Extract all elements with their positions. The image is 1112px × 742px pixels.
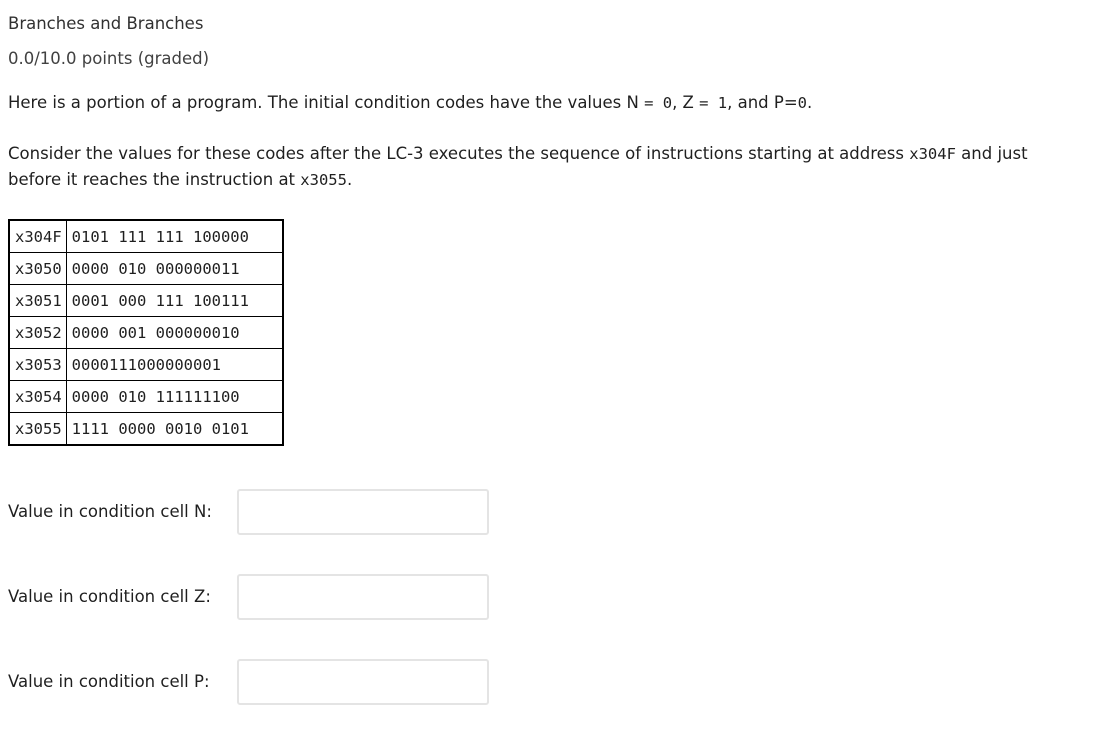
consider-text-2: executes the sequence of instructions starting at address	[423, 144, 910, 163]
intro-text-3: , and P=	[727, 93, 798, 112]
answer-row-n	[8, 489, 498, 535]
instruction-cell: 0000111000000001	[66, 349, 283, 381]
table-row	[9, 285, 283, 317]
address-cell: x304F	[9, 220, 66, 253]
problem-title: Branches and Branches	[8, 14, 204, 33]
instruction-cell: 1111 0000 0010 0101	[66, 413, 283, 446]
answer-input-n[interactable]	[237, 489, 489, 535]
answer-row-p	[8, 659, 498, 705]
intro-paragraph	[8, 90, 812, 116]
address-cell: x3050	[9, 253, 66, 285]
table-row	[9, 253, 283, 285]
address-cell: x3052	[9, 317, 66, 349]
instruction-cell: 0000 010 000000011	[66, 253, 283, 285]
consider-text-1: Consider the values for these codes after the	[8, 144, 387, 163]
consider-text-4: .	[346, 170, 353, 189]
intro-code-p: 0	[797, 94, 808, 112]
table-row	[9, 413, 283, 446]
intro-text-1: Here is a portion of a program. The initial condition codes have the values N	[8, 93, 645, 112]
table-row	[9, 349, 283, 381]
instruction-cell: 0101 111 111 100000	[66, 220, 283, 253]
instruction-cell: 0000 001 000000010	[66, 317, 283, 349]
consider-code-end-address: x3055	[300, 171, 347, 189]
intro-code-n: = 0	[644, 94, 673, 112]
address-cell: x3054	[9, 381, 66, 413]
address-cell: x3053	[9, 349, 66, 381]
answer-row-z	[8, 574, 498, 620]
intro-text-4: .	[807, 93, 813, 112]
table-row	[9, 220, 283, 253]
instruction-cell: 0001 000 111 100111	[66, 285, 283, 317]
address-cell: x3051	[9, 285, 66, 317]
instruction-cell: 0000 010 111111100	[66, 381, 283, 413]
answer-input-p[interactable]	[237, 659, 489, 705]
problem-points: 0.0/10.0 points (graded)	[8, 49, 210, 68]
answer-input-z[interactable]	[237, 574, 489, 620]
consider-paragraph	[8, 141, 1068, 193]
program-table	[8, 219, 284, 446]
intro-code-z: = 1	[699, 94, 728, 112]
table-row	[9, 317, 283, 349]
consider-text-3: and just before it reaches the instruction at	[8, 144, 1028, 189]
answer-label-n: Value in condition cell N:	[8, 502, 212, 521]
answer-label-z: Value in condition cell Z:	[8, 587, 211, 606]
answer-label-p: Value in condition cell P:	[8, 672, 210, 691]
address-cell: x3055	[9, 413, 66, 446]
consider-code-lc3: LC-3	[386, 144, 424, 163]
consider-code-start-address: x304F	[909, 145, 956, 163]
table-row	[9, 381, 283, 413]
intro-text-2: , Z	[672, 93, 700, 112]
